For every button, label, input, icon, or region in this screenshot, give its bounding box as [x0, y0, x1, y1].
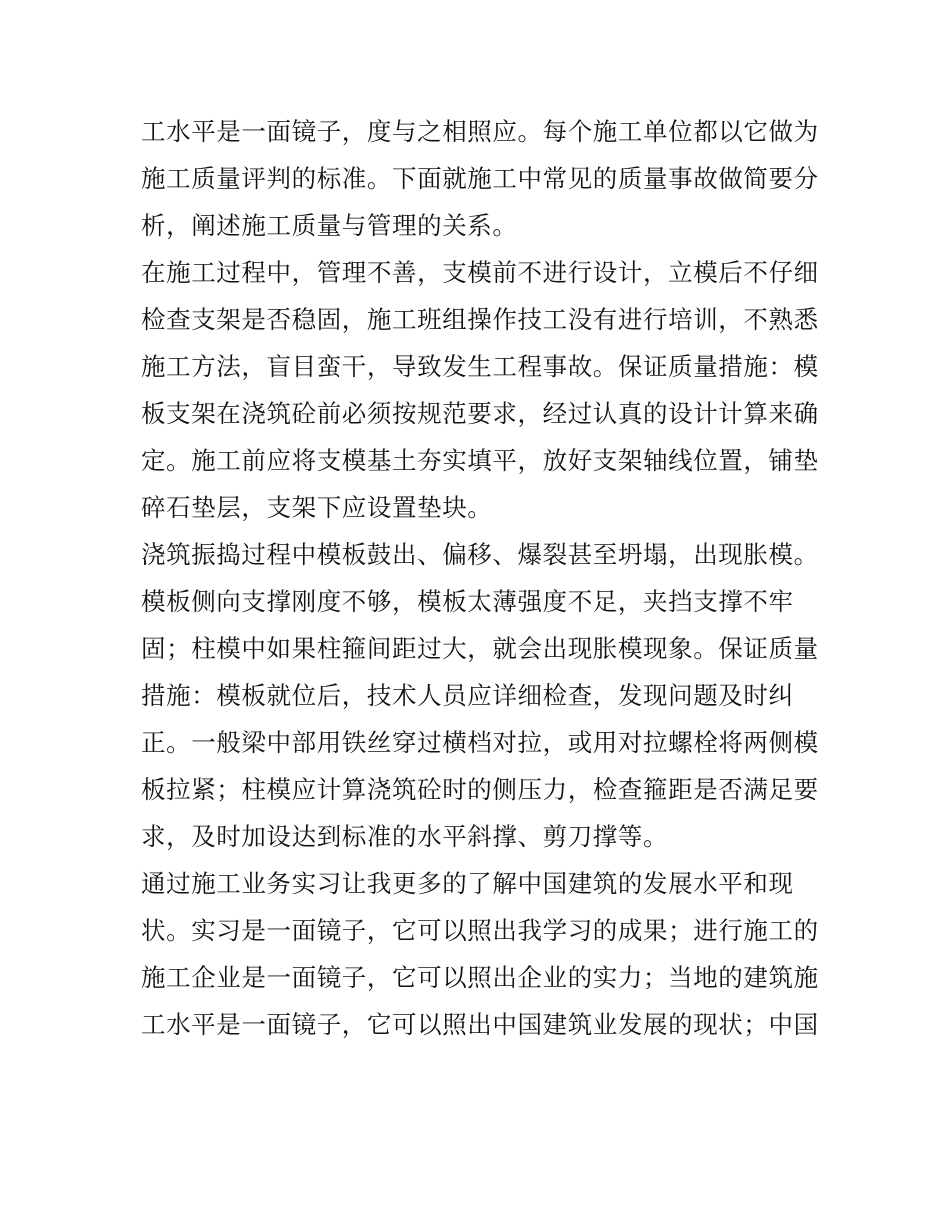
text-line: 在施工过程中，管理不善，支模前不进行设计，立模后不仔细 [141, 258, 819, 287]
text-line: 碎石垫层，支架下应设置垫块。 [141, 493, 493, 522]
text-line: 定。施工前应将支模基土夯实填平，放好支架轴线位置，铺垫 [141, 446, 819, 475]
text-line: 析，阐述施工质量与管理的关系。 [141, 211, 518, 240]
text-line: 通过施工业务实习让我更多的了解中国建筑的发展水平和现 [141, 869, 794, 898]
text-line: 模板侧向支撑刚度不够，模板太薄强度不足，夹挡支撑不牢 [141, 587, 794, 616]
body-text [141, 108, 821, 1048]
text-line: 施工质量评判的标准。下面就施工中常见的质量事故做简要分 [141, 164, 819, 193]
text-line: 状。实习是一面镜子，它可以照出我学习的成果；进行施工的 [141, 916, 819, 945]
text-line: 检查支架是否稳固，施工班组操作技工没有进行培训，不熟悉 [141, 305, 819, 334]
text-line: 板支架在浇筑砼前必须按规范要求，经过认真的设计计算来确 [141, 399, 819, 428]
text-line: 施工方法，盲目蛮干，导致发生工程事故。保证质量措施：模 [141, 352, 819, 381]
text-line: 求，及时加设达到标准的水平斜撑、剪刀撑等。 [141, 822, 669, 851]
text-line: 正。一般梁中部用铁丝穿过横档对拉，或用对拉螺栓将两侧模 [141, 728, 819, 757]
text-line: 固；柱模中如果柱箍间距过大，就会出现胀模现象。保证质量 [141, 634, 819, 663]
text-line: 浇筑振捣过程中模板鼓出、偏移、爆裂甚至坍塌，出现胀模。 [141, 540, 819, 569]
text-line: 措施：模板就位后，技术人员应详细检查，发现问题及时纠 [141, 681, 794, 710]
text-line: 工水平是一面镜子，度与之相照应。每个施工单位都以它做为 [141, 117, 819, 146]
text-line: 工水平是一面镜子，它可以照出中国建筑业发展的现状；中国 [141, 1010, 819, 1039]
text-line: 板拉紧；柱模应计算浇筑砼时的侧压力，检查箍距是否满足要 [141, 775, 819, 804]
text-line: 施工企业是一面镜子，它可以照出企业的实力；当地的建筑施 [141, 963, 819, 992]
